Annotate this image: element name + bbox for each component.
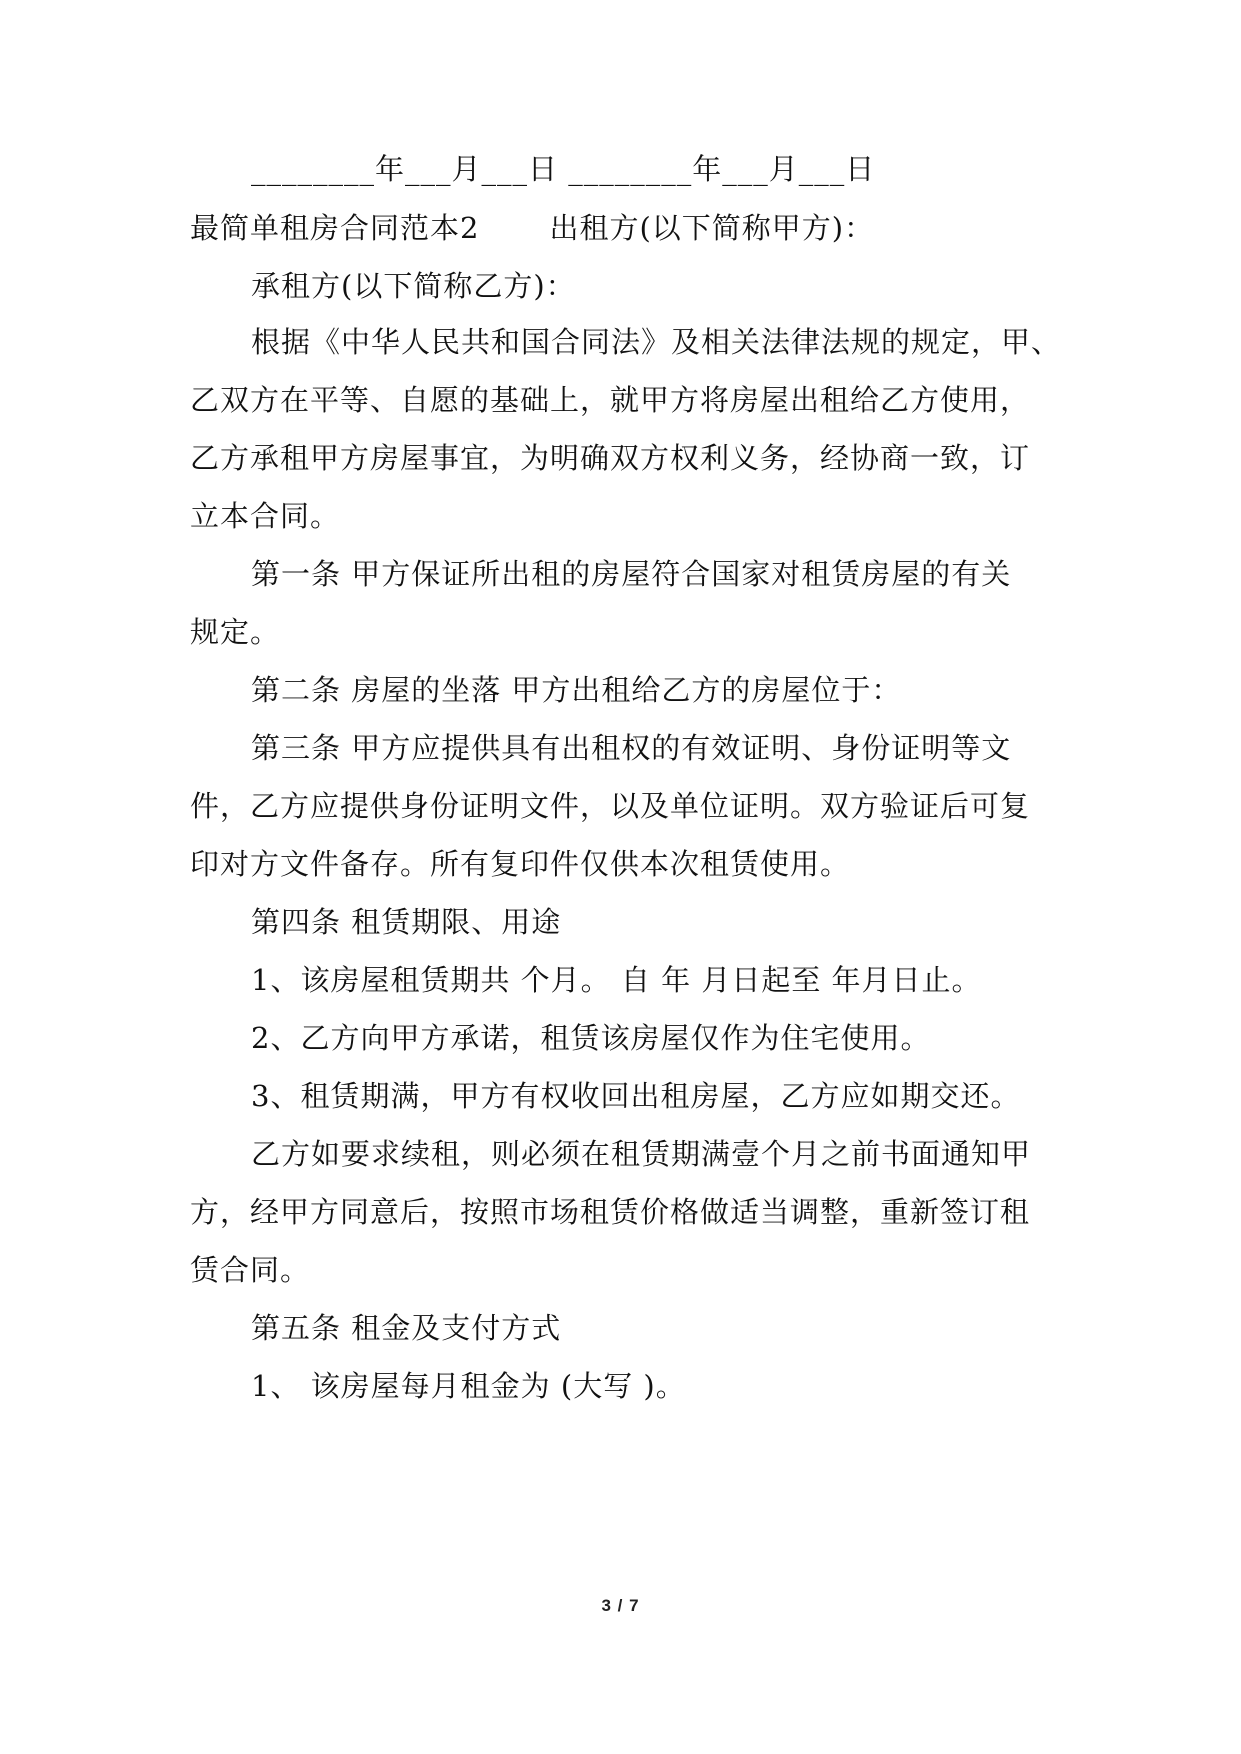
preamble-line-1: 根据《中华人民共和国合同法》及相关法律法规的规定，甲、 [251, 325, 1062, 359]
preamble-line-4: 立本合同。 [190, 499, 341, 533]
article3-line-1: 第三条 甲方应提供具有出租权的有效证明、身份证明等文 [251, 731, 1012, 765]
article4-item-3: 3、租赁期满，甲方有权收回出租房屋，乙方应如期交还。 [251, 1079, 1021, 1113]
lessor-label: 出租方(以下简称甲方)： [549, 211, 875, 245]
document-title: 最简单租房合同范本2 [190, 211, 480, 245]
date-line: ________年___月___日 ________年___月___日 [251, 152, 876, 186]
article5-item-1: 1、 该房屋每月租金为 (大写 )。 [251, 1369, 686, 1403]
renewal-line-1: 乙方如要求续租，则必须在租赁期满壹个月之前书面通知甲 [251, 1137, 1032, 1171]
page-number: 3 / 7 [601, 1596, 640, 1615]
article4-item-2: 2、乙方向甲方承诺，租赁该房屋仅作为住宅使用。 [251, 1021, 931, 1055]
article1-line-2: 规定。 [190, 615, 281, 649]
preamble-line-2: 乙双方在平等、自愿的基础上，就甲方将房屋出租给乙方使用， [190, 383, 1031, 417]
article3-line-3: 印对方文件备存。所有复印件仅供本次租赁使用。 [190, 847, 851, 881]
renewal-line-2: 方，经甲方同意后，按照市场租赁价格做适当调整，重新签订租 [190, 1195, 1031, 1229]
article4-heading: 第四条 租赁期限、用途 [251, 905, 562, 939]
article3-line-2: 件，乙方应提供身份证明文件，以及单位证明。双方验证后可复 [190, 789, 1031, 823]
renewal-line-3: 赁合同。 [190, 1253, 311, 1287]
article5-heading: 第五条 租金及支付方式 [251, 1311, 562, 1345]
title-line [190, 208, 1070, 248]
preamble-line-3: 乙方承租甲方房屋事宜，为明确双方权利义务，经协商一致，订 [190, 441, 1031, 475]
article2: 第二条 房屋的坐落 甲方出租给乙方的房屋位于： [251, 673, 902, 707]
article4-item-1: 1、该房屋租赁期共 个月。 自 年 月日起至 年月日止。 [251, 963, 982, 997]
article1-line-1: 第一条 甲方保证所出租的房屋符合国家对租赁房屋的有关 [251, 557, 1012, 591]
lessee-label: 承租方(以下简称乙方)： [251, 269, 576, 303]
